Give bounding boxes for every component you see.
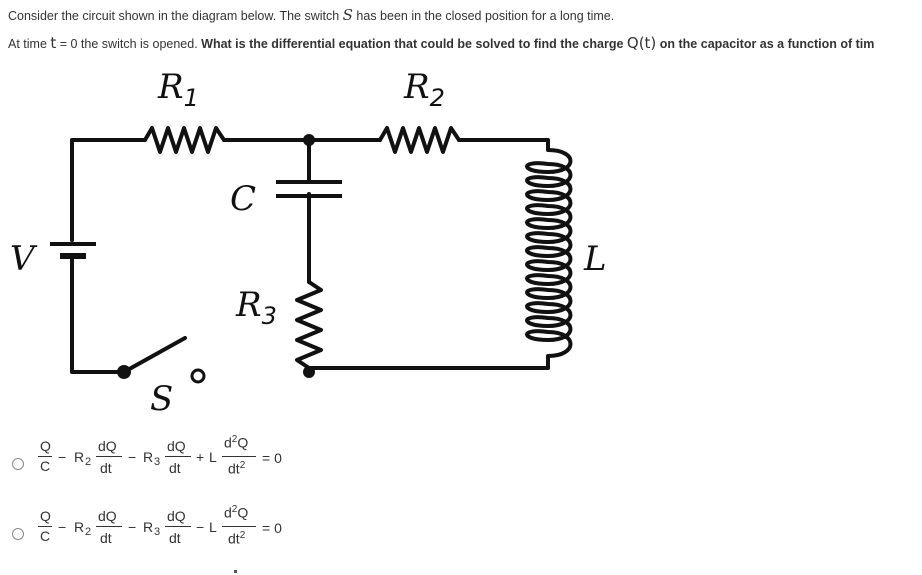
wire-bottom [309, 356, 548, 368]
radio-button[interactable] [12, 528, 24, 540]
resistor-r2 [380, 128, 459, 152]
label-r3: $R_3$ [236, 285, 277, 330]
label-r2: $R_2$ [404, 67, 445, 112]
switch-contact [192, 370, 204, 382]
label-r1: $R_1$ [158, 67, 199, 112]
switch-pivot [117, 365, 131, 379]
question-text: Consider the circuit shown in the diagram below. The switch [8, 9, 343, 23]
question-line-2 [8, 34, 874, 52]
node-bottom [303, 366, 315, 378]
label-s: S [150, 379, 174, 419]
question-prompt: What is the differential equation that could be solved to find the charge [201, 37, 627, 51]
node-top [303, 134, 315, 146]
switch-variable: S [342, 6, 353, 24]
next-option-fragment [234, 570, 237, 573]
equation: Q C − R 2 dQ dt − R 3 dQ dt + L $d^2Q$ $dt^2$ = 0 [40, 434, 282, 477]
label-c: C [230, 179, 257, 219]
switch-blade [124, 338, 185, 372]
label-l: L [584, 239, 607, 279]
wire-left-top [72, 140, 145, 240]
wire-left-bottom [72, 256, 124, 372]
label-v: V [10, 239, 35, 279]
equation: Q C − R 2 dQ dt − R 3 dQ dt − L $d^2Q$ $dt^2$ = 0 [40, 504, 282, 547]
resistor-r3 [297, 282, 321, 368]
question-prompt-end: on the capacitor as a function of tim [656, 37, 875, 51]
resistor-r1 [145, 128, 224, 152]
inductor-coil [527, 150, 571, 356]
wire-right-top [459, 140, 548, 150]
charge-variable: Q(t) [626, 34, 657, 52]
question-text-end: has been in the closed position for a long time. [352, 9, 615, 23]
time-zero-text: = 0 the switch is opened. [56, 37, 202, 51]
circuit-diagram [0, 60, 922, 420]
time-prefix: At time [8, 37, 51, 51]
time-variable: t [50, 34, 57, 52]
radio-button[interactable] [12, 458, 24, 470]
question-line-1 [8, 6, 614, 24]
